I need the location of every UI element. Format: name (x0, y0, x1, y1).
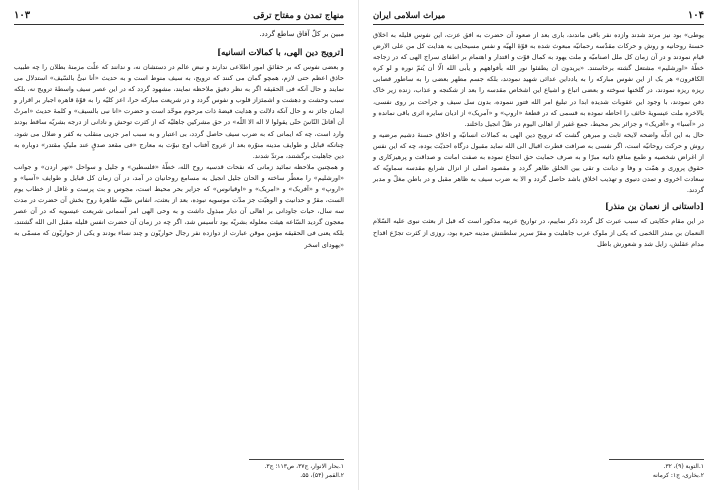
left-footnotes (14, 459, 344, 480)
right-page-header (373, 10, 704, 25)
right-page-number: ۱۰۴ (687, 10, 704, 21)
footnote-rule (609, 459, 704, 460)
left-running-title: منهاج تمدن و مفتاح ترقی (253, 11, 344, 21)
right-section-heading: [داستانی از نعمان بن منذر] (605, 202, 704, 213)
left-paragraph-2: و همچنین ملاحظه نمائید زمانی که نفحات قدسیه روح الله، خطّهٔ «فلسطین» و جلیل و سواحل «نهر اردن» و جوانب «اورشلیم» را معطّر ساخته و الحان جلیل انجیل به مسامع روحانیان در آمد، در آن زمان کل قبایل و طوایف «آسیا» و «اروپ» و «آفریک» و «امریک» و «اوقیانوس» که جزایر بحر محیط است، مجوس و بت پرست و غافل از خطاب یوم الست، مقرّ و حدانیت و الوهیّت جز مدّت موسویه نبوده، بعد از بعثت، انفاس طیّبه طاهرهٔ روح بخش آن حضرت در مدت سه سال، حیات جاودانی بر اهالی آن دیار مبذول داشت و به وحی الهی امر آسمانی شریعت عیسویه که در آن عصر معجون گردید السّاعه هیئت معلوله بشریّه بود تأسیس شد، اگر چه در زمان آن حضرت انفس قلیله مقبل الی الله گشتند، بلکه یعنی فی الحقیقه مؤمن موقن عبارت از دوازده نفر رجال حواریّون و چند نساء بودند و یکی از حواریّون که مسمّی به «یهودای اسخر (14, 162, 344, 249)
left-footnote-1: ۱.بحار الانوار، ج۳۷، ص۱۱۳؛ ج۳. (264, 463, 344, 470)
left-page-header (14, 10, 344, 25)
left-page-number: ۱۰۳ (14, 10, 31, 21)
left-section-heading: [ترویج دین الهی، با کمالات انسانیه] (217, 48, 344, 58)
left-footnote-2: ۲.القمر (۵۴)، ۵۵. (300, 472, 344, 479)
right-footnotes (373, 459, 704, 480)
left-first-line: مبین بر کلّ آفاق ساطع گردد. (259, 30, 344, 38)
footnote-rule (249, 459, 344, 460)
right-paragraph-3: در این مقام حکایتی که سبب عبرت کل گردد ذکر نماییم، در تواریخ عربیه مذکور است که قبل از بعثت نبوی علیه السّلام النعمان بن منذر اللخمی که یکی از ملوک عرب جاهلیت و مقرّ سریر سلطنتش مدینه حیره بود، روزی از کثرت تجرّع اقداح مدام عقلش، زایل شد و شعورش باطل (373, 217, 704, 248)
right-paragraph-1: یوطی» بود نیز مرتد شدند وازده نفر باقی ماندند، باری بعد از صعود آن حضرت به افق عزت، این نفوس قلیله به اخلاق حسنهٔ روحانیه و روش و حرکات مقدّسه رحمانیّه مبعوث شده به قوّهٔ الهیّه و نفس مسیحایی به هدایت کل من علی الارض قیام نمودند و در آن زمان کل ملل اصنامیّه و ملت یهود به کمال قوّت و اقتدار و اهتمام بر اطفای سراج الهی که در زجاجه خطّهٔ «اورشلیم» مشتعل گشته برخاستند. «یریدون أن یطفئوا نور الله بأفواههم و یأبی الله الّا أن یُتمّ نوره و لو کره الکافرون» هر یک از این نفوس مبارکه را به یادداین عدائی شهید نمودند، بلکه جسم مطهر بعضی را به ساطور قصابی ریزه ریزه نمودند، در گلخنها سوخته و بعضی اتباع و اشیاع این اشخاص مقدسه را بعد از شکنجه و عذاب، زنده زیر خاک دفن نمودند، با وجود این عقوبات شدیده ابدا در تبلیغ امر الله فتور ننموده، بدون سل سیف و جراحت بر روی نفسی، بالاخره ملت عیسویهٔ خائف را احاطه نموده به قسمی که در قطعهٔ «اروپ» و «آمریک» از ادیان سایره اثری باقی نمانده و در «آسیا» و «آفریک» و جزائر بحر محیط، جمع غفیر از اهالی الیوم در ظلّ انجیل داخلند. (373, 31, 704, 128)
right-paragraph-2: حال به این ادلّه واضحه لایحه ثابت و مبرهن گشت که ترویج دین الهی به کمالات انسانیّه و اخلاق حسنهٔ دشیم مرضیه و روش و حرکت روحانیّه است، اگر نفسی به صرافت فطرت اقبال الی الله نماید مقبول درگاه احدیّت بوده، چه که این نفس از اغراض شخصیه و طمع منافع ذاتیه مبرّا و به صرف حمایت حق انتجاع نموده به صفت امانت و صداقت و پرهیزکاری و حقوق پروری و همّت و وفا و دیانت و تقی بین الخلق ظاهر گردد و مقصود اصلی از انزال شرایع مقدسه سماویّه که سعادت اخروی و تمدن دنیوی و تهذیب اخلاق باشد حاصل گردد و الا به ضرب سیف به ظاهر مقبل و در باطن مغلّ و مدبر گردند. (373, 130, 704, 195)
right-running-title: میراث اسلامی ایران (373, 11, 446, 21)
left-paragraph-1: و بعضی نفوس که بر حقائق امور اطلاعی ندارند و نبض عالم در دستشان نه، و ندانند که علّت مزمنهٔ بطلان را چه طبیب حاذق اعظم حتی لازم، همچو گمان می کنند که ترویج، به سیف منوط است و به حدیث «أنا نبیُّ بالسّیف» استدلال می نمایند و حال آنکه فی الحقیقه اگر به نظر دقیق ملاحظه نمایند، مشهود گردد که در این عصر سیف واسطهٔ ترویج نه، بلکه سبب وحشت و دهشت و اشمئزاز قلوب و نفوس گردد و در شریعت مبارکه حرا، اعز کلیّه را به قوّهٔ قاهره اجبار بر اقرار و ایمان جائز نه و حال آنکه دلالت و هدایت فیضهٔ ذات مرحوم موحّد است و حضرت «انا نبی بالسیف» و کلمهٔ حدیث «امرتُ أن أقاتلَ النّاسَ حتّی یقولوا لا اله الا اللّه» در حق مشرکین جاهلیّه که از کثرت توحش و نادانی از درجه بشریّه ساقط بودند وارد است، چه که ایمانی که به ضرب سیف حاصل گردد، بی اعتبار و به سبب امر جزیی منقلب به کفر و ضلال می شود، چنانکه قبایل و طوایف مدینه منوّره بعد از عروج آفتاب اوج نبوّت به معارج «فی مقعد صدقٍ عند ملیکٍ مقتدر» دوباره به دین جاهلیت برگشتند، مرتدّ شدند. (14, 63, 344, 160)
right-footnote-1: ۱.التوبة (۹)، ۳۲. (663, 463, 704, 470)
right-footnote-2: ۲.بخاری، ج۱: کرمانه (652, 472, 704, 479)
right-page (359, 0, 718, 490)
